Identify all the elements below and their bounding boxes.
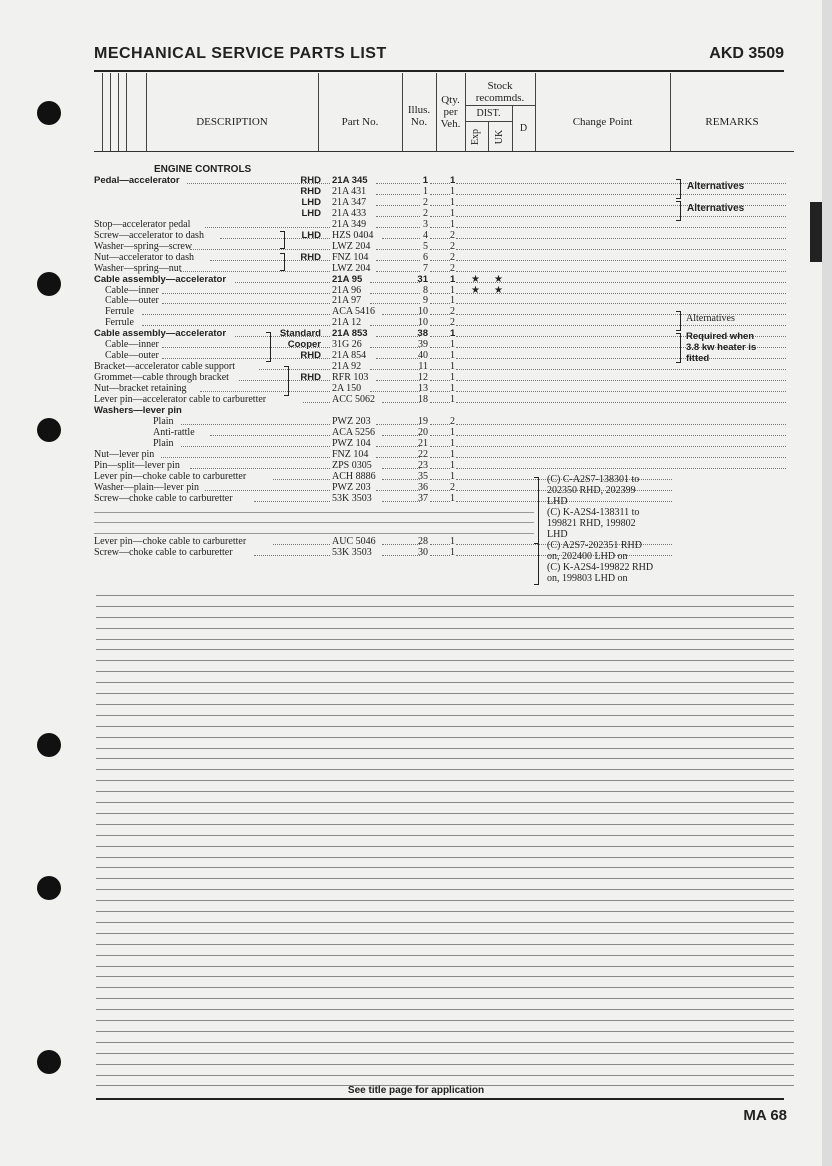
part-number: 31G 26 — [332, 339, 362, 350]
part-description: Plain — [153, 416, 174, 427]
part-description: Washer—plain—lever pin — [94, 482, 199, 493]
quantity: 1 — [450, 274, 456, 285]
quantity: 2 — [450, 306, 455, 317]
part-description: Screw—accelerator to dash — [94, 230, 204, 241]
illus-number: 1 — [423, 186, 428, 197]
remark-alternatives: Alternatives — [687, 203, 745, 214]
illus-number: 20 — [418, 427, 428, 438]
col-part-no: Part No. — [341, 116, 379, 128]
bracket — [676, 201, 681, 221]
ruled-line — [96, 595, 794, 596]
binder-hole — [37, 272, 61, 296]
change-point-text: on, 202400 LHD on — [547, 551, 628, 562]
quantity: 1 — [450, 460, 455, 471]
part-description: Grommet—cable through bracket — [94, 372, 229, 383]
qualifier: RHD — [300, 350, 321, 361]
ruled-line — [96, 911, 794, 912]
part-description: Anti-rattle — [153, 427, 195, 438]
ruled-line — [96, 758, 794, 759]
quantity: 1 — [450, 295, 455, 306]
ruled-line — [96, 889, 794, 890]
part-number: 21A 853 — [332, 328, 368, 339]
part-number: ACH 8886 — [332, 471, 376, 482]
change-point-text: LHD — [547, 496, 568, 507]
ruled-line — [96, 682, 794, 683]
change-point-text: (C) K-A2S4-199822 RHD — [547, 562, 654, 573]
stock-exp-star: ★ — [471, 285, 480, 296]
ruled-line — [96, 857, 794, 858]
change-point-text: (C) A2S7-202351 RHD — [547, 540, 643, 551]
part-number: RFR 103 — [332, 372, 369, 383]
illus-number: 10 — [418, 317, 428, 328]
ruled-line — [96, 878, 794, 879]
ruled-line — [96, 671, 794, 672]
quantity: 1 — [450, 372, 455, 383]
part-description: Cable—outer — [105, 295, 159, 306]
part-number: FNZ 104 — [332, 449, 369, 460]
illus-number: 21 — [418, 438, 428, 449]
ruled-line — [96, 966, 794, 967]
part-number: FNZ 104 — [332, 252, 369, 263]
quantity: 1 — [450, 547, 455, 558]
part-description: Lever pin—accelerator cable to carburetter — [94, 394, 267, 405]
binder-hole — [37, 418, 61, 442]
illus-number: 8 — [423, 285, 428, 296]
change-point-text: (C) C-A2S7-138301 to — [547, 474, 640, 485]
quantity: 2 — [450, 317, 455, 328]
quantity: 1 — [450, 427, 455, 438]
ruled-line — [96, 987, 794, 988]
quantity: 1 — [450, 394, 455, 405]
ruled-line — [96, 1053, 794, 1054]
part-number: 21A 92 — [332, 361, 362, 372]
quantity: 2 — [450, 252, 455, 263]
part-description: Washer—spring—nut — [94, 263, 182, 274]
illus-number: 30 — [418, 547, 428, 558]
part-description: Plain — [153, 438, 174, 449]
part-description: Cable—outer — [105, 350, 159, 361]
binder-hole — [37, 1050, 61, 1074]
table-row — [94, 536, 794, 547]
quantity: 1 — [450, 219, 455, 230]
table-row — [94, 493, 794, 504]
remark-alternatives: Alternatives — [686, 313, 735, 324]
part-number: AUC 5046 — [332, 536, 376, 547]
illus-number: 11 — [418, 361, 428, 372]
quantity: 1 — [450, 383, 455, 394]
part-number: HZS 0404 — [332, 230, 374, 241]
ruled-line — [96, 976, 794, 977]
table-row — [94, 295, 794, 306]
ruled-line — [96, 791, 794, 792]
illus-number: 37 — [418, 493, 428, 504]
part-description: Screw—choke cable to carburetter — [94, 493, 233, 504]
ruled-line — [96, 955, 794, 956]
bracket — [266, 332, 271, 362]
quantity: 2 — [450, 416, 455, 427]
part-number: 21A 95 — [332, 274, 363, 285]
quantity: 2 — [450, 263, 455, 274]
col-uk: UK — [494, 129, 506, 145]
ruled-line — [96, 715, 794, 716]
qualifier: LHD — [301, 197, 321, 208]
bracket — [534, 477, 539, 544]
illus-number: 9 — [423, 295, 428, 306]
part-number: 2A 150 — [332, 383, 362, 394]
illus-number: 10 — [418, 306, 428, 317]
quantity: 1 — [450, 208, 455, 219]
change-point-text: 202350 RHD, 202399 — [547, 485, 636, 496]
part-number: 21A 12 — [332, 317, 362, 328]
quantity: 1 — [450, 493, 455, 504]
qualifier: RHD — [300, 175, 321, 186]
ruled-line — [96, 737, 794, 738]
qualifier: RHD — [300, 372, 321, 383]
illus-number: 18 — [418, 394, 428, 405]
illus-number: 1 — [422, 175, 428, 186]
col-stock: Stock recommds. — [475, 80, 525, 104]
header-rule — [94, 70, 784, 72]
part-number: 21A 345 — [332, 175, 368, 186]
part-description: Screw—choke cable to carburetter — [94, 547, 233, 558]
table-row — [94, 449, 794, 460]
ruled-line — [96, 780, 794, 781]
binder-hole — [37, 733, 61, 757]
illus-number: 28 — [418, 536, 428, 547]
illus-number: 7 — [423, 263, 428, 274]
ruled-line — [96, 617, 794, 618]
illus-number: 5 — [423, 241, 428, 252]
part-description: Washer—spring—screw — [94, 241, 193, 252]
ruled-line — [96, 704, 794, 705]
stock-uk-star: ★ — [494, 274, 503, 285]
ruled-line — [96, 802, 794, 803]
table-row — [94, 416, 794, 427]
bracket — [676, 333, 681, 363]
table-row — [94, 427, 794, 438]
stock-uk-star: ★ — [494, 285, 503, 296]
part-description: Ferrule — [105, 306, 134, 317]
ruled-line — [96, 835, 794, 836]
change-point-text: on, 199803 LHD on — [547, 573, 628, 584]
illus-number: 22 — [418, 449, 428, 460]
ruled-line — [96, 1031, 794, 1032]
footer-rule — [96, 1098, 784, 1100]
part-number: 53K 3503 — [332, 493, 372, 504]
table-row — [94, 471, 794, 482]
illus-number: 13 — [418, 383, 428, 394]
qualifier: LHD — [301, 208, 321, 219]
part-description: Cable—inner — [105, 285, 159, 296]
document-reference: AKD 3509 — [709, 45, 784, 62]
change-point-text: LHD — [547, 529, 568, 540]
part-number: 21A 854 — [332, 350, 367, 361]
ruled-line — [96, 824, 794, 825]
illus-number: 19 — [418, 416, 428, 427]
part-number: ACA 5416 — [332, 306, 376, 317]
ruled-line — [96, 1075, 794, 1076]
table-row — [94, 274, 794, 285]
table-row — [94, 547, 794, 558]
quantity: 1 — [450, 186, 455, 197]
ruled-line — [96, 769, 794, 770]
part-number: 21A 97 — [332, 295, 362, 306]
ruled-line — [96, 1009, 794, 1010]
col-change-point: Change Point — [572, 116, 633, 128]
illus-number: 36 — [418, 482, 428, 493]
illus-number: 6 — [423, 252, 428, 263]
ruled-line — [96, 1042, 794, 1043]
part-number: 21A 96 — [332, 285, 362, 296]
table-row — [94, 383, 794, 394]
illus-number: 31 — [417, 274, 428, 285]
remark-alternatives: Alternatives — [687, 181, 745, 192]
part-number: 21A 431 — [332, 186, 367, 197]
table-row — [94, 230, 794, 241]
part-description: Pin—split—lever pin — [94, 460, 180, 471]
table-row — [94, 263, 794, 274]
stock-exp-star: ★ — [471, 274, 480, 285]
qualifier: RHD — [300, 252, 321, 263]
quantity: 2 — [450, 482, 455, 493]
table-row — [94, 438, 794, 449]
illus-number: 12 — [418, 372, 428, 383]
table-row — [94, 405, 794, 416]
ruled-line — [96, 606, 794, 607]
illus-number: 2 — [423, 208, 428, 219]
ruled-line — [96, 900, 794, 901]
column-header — [94, 73, 794, 152]
ruled-line — [96, 726, 794, 727]
quantity: 1 — [450, 328, 456, 339]
ruled-line — [96, 748, 794, 749]
table-row — [94, 394, 794, 405]
part-description: Cable assembly—accelerator — [94, 274, 227, 285]
ruled-line — [96, 813, 794, 814]
quantity: 1 — [450, 536, 455, 547]
part-description: Cable—inner — [105, 339, 159, 350]
illus-number: 23 — [418, 460, 428, 471]
ruled-line — [96, 639, 794, 640]
part-description: Nut—bracket retaining — [94, 383, 187, 394]
quantity: 1 — [450, 449, 455, 460]
col-illus-no: Illus. No. — [407, 104, 431, 128]
ruled-line — [96, 628, 794, 629]
ruled-line — [96, 998, 794, 999]
page-title: MECHANICAL SERVICE PARTS LIST — [94, 45, 387, 62]
quantity: 1 — [450, 285, 455, 296]
remark-heater: Required when 3.8 kw heater is fitted — [686, 331, 757, 364]
illus-number: 35 — [418, 471, 428, 482]
quantity: 1 — [450, 197, 455, 208]
table-row — [94, 514, 794, 525]
ruled-line — [96, 867, 794, 868]
part-number: PWZ 104 — [332, 438, 371, 449]
change-point-text: 199821 RHD, 199802 — [547, 518, 636, 529]
table-row — [94, 372, 794, 383]
part-number: PWZ 203 — [332, 482, 371, 493]
col-description: DESCRIPTION — [196, 116, 268, 128]
part-description: Nut—accelerator to dash — [94, 252, 194, 263]
part-description: Cable assembly—accelerator — [94, 328, 227, 339]
quantity: 1 — [450, 438, 455, 449]
part-description: Ferrule — [105, 317, 134, 328]
ruled-line — [96, 944, 794, 945]
page-number: MA 68 — [743, 1107, 787, 1124]
table-row — [94, 460, 794, 471]
illus-number: 4 — [423, 230, 428, 241]
ruled-line — [96, 846, 794, 847]
bracket — [676, 311, 681, 331]
col-remarks: REMARKS — [705, 116, 759, 128]
bracket — [676, 179, 681, 199]
part-description: Lever pin—choke cable to carburetter — [94, 471, 247, 482]
part-number: LWZ 204 — [332, 263, 371, 274]
part-description: Washers—lever pin — [94, 405, 182, 416]
quantity: 1 — [450, 361, 455, 372]
qualifier: LHD — [301, 230, 321, 241]
col-dist: DIST. — [476, 108, 501, 119]
binder-hole — [37, 101, 61, 125]
change-point-text: (C) K-A2S4-138311 to — [547, 507, 640, 518]
quantity: 1 — [450, 471, 455, 482]
bracket — [534, 543, 539, 585]
part-description: Bracket—accelerator cable support — [94, 361, 236, 372]
table-row — [94, 525, 794, 536]
quantity: 1 — [450, 339, 455, 350]
table-row — [94, 219, 794, 230]
section-edge-tab — [810, 202, 822, 262]
part-number: ACC 5062 — [332, 394, 376, 405]
section-title: ENGINE CONTROLS — [154, 164, 252, 175]
table-row — [94, 482, 794, 493]
footer-note: See title page for application — [347, 1085, 485, 1096]
quantity: 1 — [450, 350, 455, 361]
binder-hole — [37, 876, 61, 900]
part-number: 21A 347 — [332, 197, 367, 208]
illus-number: 3 — [423, 219, 428, 230]
ruled-line — [96, 693, 794, 694]
ruled-line — [96, 1064, 794, 1065]
part-number: 21A 349 — [332, 219, 367, 230]
part-number: LWZ 204 — [332, 241, 371, 252]
quantity: 1 — [450, 175, 456, 186]
quantity: 2 — [450, 241, 455, 252]
part-description: Nut—lever pin — [94, 449, 155, 460]
part-number: PWZ 203 — [332, 416, 371, 427]
part-number: ZPS 0305 — [332, 460, 372, 471]
qualifier: Cooper — [287, 339, 321, 350]
part-description: Pedal—accelerator — [94, 175, 180, 186]
qualifier: Standard — [279, 328, 321, 339]
col-d: D — [519, 123, 528, 134]
table-row — [94, 241, 794, 252]
part-description: Lever pin—choke cable to carburetter — [94, 536, 247, 547]
part-description: Stop—accelerator pedal — [94, 219, 191, 230]
ruled-line — [96, 649, 794, 650]
illus-number: 40 — [418, 350, 428, 361]
qualifier: RHD — [300, 186, 321, 197]
ruled-line — [96, 660, 794, 661]
bracket — [284, 366, 289, 396]
col-exp: Exp — [470, 128, 482, 146]
part-number: 53K 3503 — [332, 547, 372, 558]
ruled-line — [96, 933, 794, 934]
part-number: 21A 433 — [332, 208, 367, 219]
illus-number: 2 — [423, 197, 428, 208]
illus-number: 38 — [417, 328, 428, 339]
quantity: 2 — [450, 230, 455, 241]
ruled-line — [96, 1020, 794, 1021]
bracket — [280, 231, 285, 249]
col-qty: Qty. per Veh. — [440, 94, 461, 130]
ruled-line — [96, 922, 794, 923]
bracket — [280, 253, 285, 271]
table-row — [94, 252, 794, 263]
illus-number: 39 — [418, 339, 428, 350]
part-number: ACA 5256 — [332, 427, 376, 438]
